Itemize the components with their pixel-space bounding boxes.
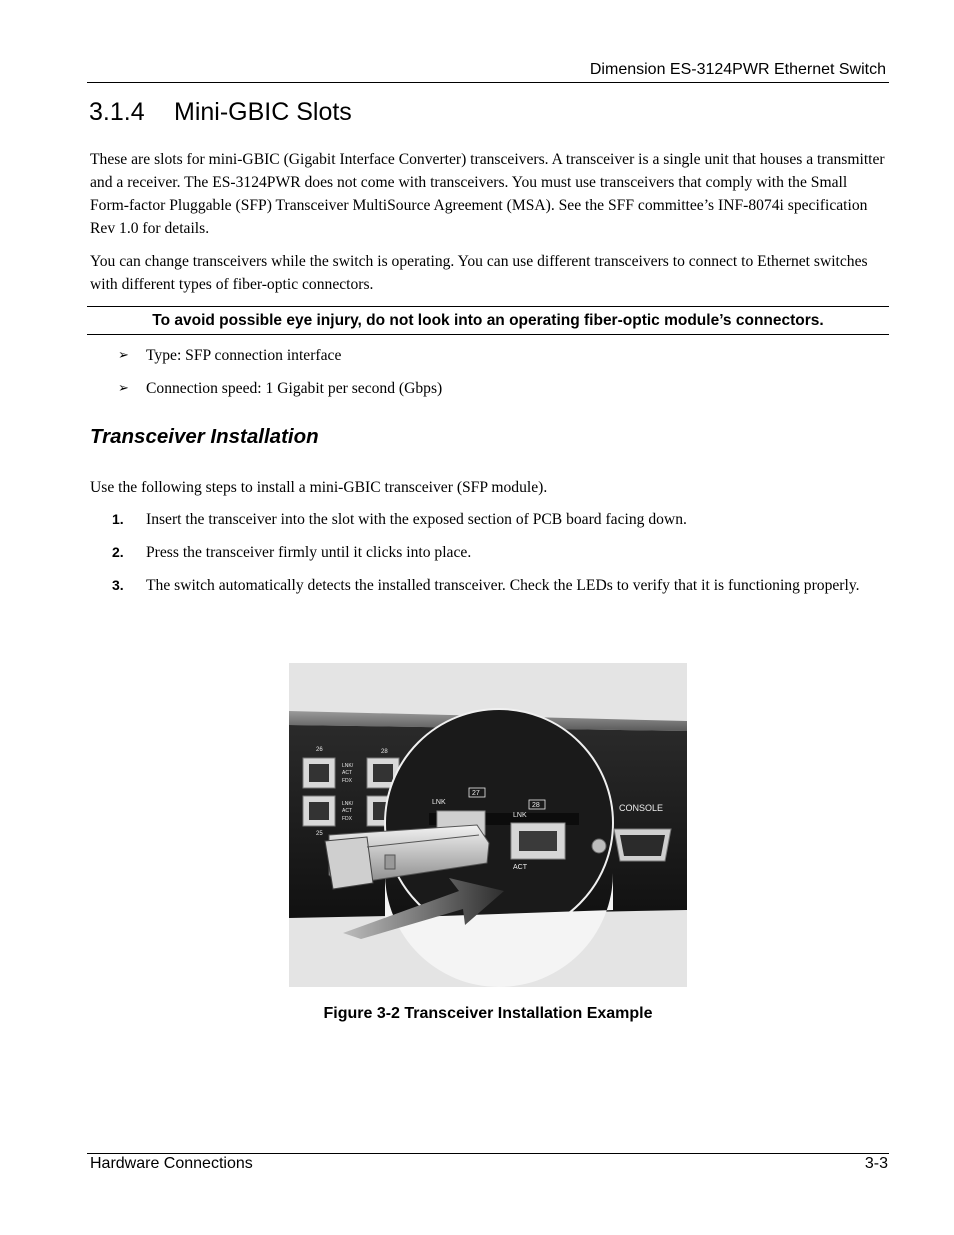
console-label: CONSOLE	[619, 803, 664, 813]
warning-note: To avoid possible eye injury, do not look into an operating fiber-optic module’s connectors.	[87, 306, 889, 335]
arrow-bullet-icon: ➢	[118, 348, 129, 363]
running-header: Dimension ES-3124PWR Ethernet Switch	[589, 61, 886, 78]
led-label: FDX	[342, 778, 352, 784]
slot-number-label: 28	[532, 802, 540, 809]
sfp-slot-opening	[519, 831, 557, 851]
step-number: 1.	[112, 511, 124, 527]
step-item	[112, 574, 890, 597]
led-label: FDX	[342, 816, 352, 822]
footer-rule	[87, 1153, 889, 1154]
led-label: ACT	[342, 808, 352, 814]
section-title: Mini-GBIC Slots	[174, 98, 352, 126]
header-rule	[87, 82, 889, 83]
footer-page-number: 3-3	[864, 1155, 888, 1172]
port-label: 26	[316, 747, 323, 753]
section-heading	[89, 98, 352, 127]
bullet-item	[118, 380, 442, 398]
step-item	[112, 508, 890, 531]
slot-number-label: 27	[472, 790, 480, 797]
step-number: 2.	[112, 544, 124, 560]
led-label: LNK	[432, 799, 446, 806]
step-text: The switch automatically detects the installed transceiver. Check the LEDs to verify that it is functioning properly.	[146, 577, 860, 594]
led-label: LNK/	[342, 801, 354, 807]
paragraph-intro: These are slots for mini-GBIC (Gigabit Interface Converter) transceivers. A transceiver is a single unit that houses a transmitter and a receiver. The ES-3124PWR does not come with transceivers. You must use transceivers that comply with the Small Form-factor Pluggable (SFP) Transceiver MultiSource Agreement (MSA). See the SFF committee’s INF-8074i specification Rev 1.0 for details.	[90, 151, 885, 237]
step-item	[112, 541, 890, 564]
step-number: 3.	[112, 577, 124, 593]
led-label: ACT	[342, 770, 352, 776]
footer-chapter: Hardware Connections	[90, 1155, 253, 1172]
led-label: LNK/	[342, 763, 354, 769]
switch-photo-illustration	[289, 663, 687, 987]
steps-intro: Use the following steps to install a mini-GBIC transceiver (SFP module).	[90, 479, 548, 496]
subsection-title: Transceiver Installation	[90, 425, 319, 448]
transceiver-installation-figure	[289, 663, 687, 987]
port-label: 28	[381, 749, 388, 755]
figure-caption: Figure 3-2 Transceiver Installation Example	[323, 1005, 653, 1022]
bullet-text: Connection speed: 1 Gigabit per second (Gbps)	[146, 380, 443, 397]
bullet-item	[118, 347, 341, 365]
led-label: ACT	[513, 864, 527, 871]
arrow-bullet-icon: ➢	[118, 381, 129, 396]
led-label: LNK	[513, 812, 527, 819]
port-label: 25	[316, 831, 323, 837]
step-text: Press the transceiver firmly until it clicks into place.	[146, 544, 472, 561]
section-number: 3.1.4	[89, 98, 145, 126]
paragraph-hotswap: You can change transceivers while the switch is operating. You can use different transceivers to connect to Ethernet switches with different types of fiber-optic connectors.	[90, 253, 868, 293]
bullet-text: Type: SFP connection interface	[146, 347, 342, 364]
step-text: Insert the transceiver into the slot with the exposed section of PCB board facing down.	[146, 511, 687, 528]
